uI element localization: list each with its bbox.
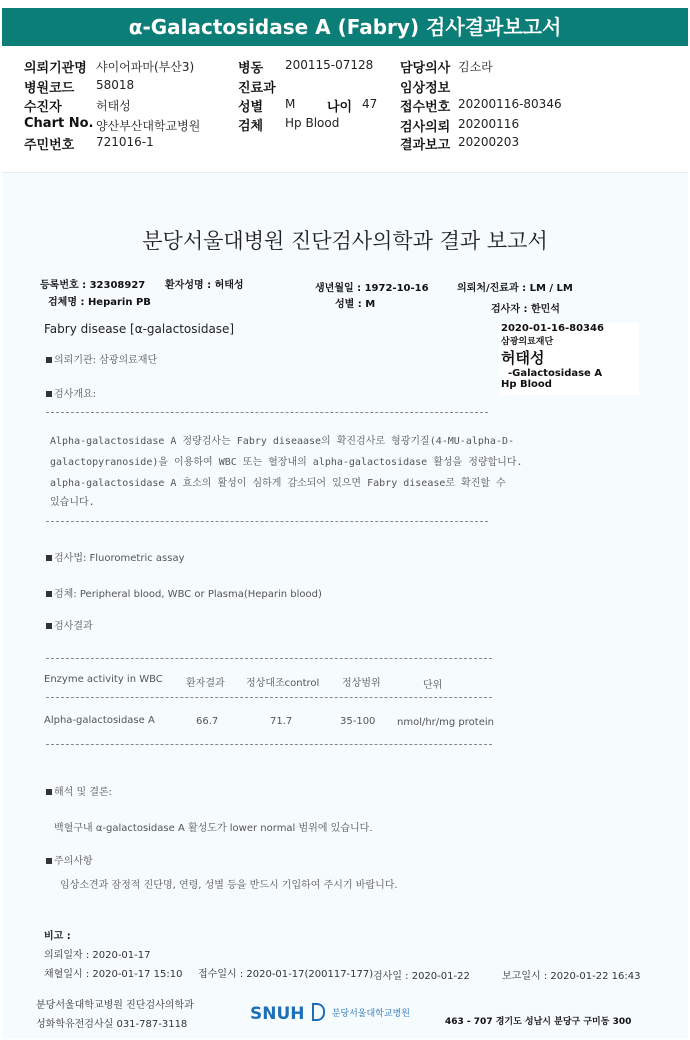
report-title-bar: α-Galactosidase A (Fabry) 검사결과보고서	[2, 8, 688, 46]
table-cell: 71.7	[270, 716, 293, 727]
table-cell: 35-100	[340, 716, 376, 727]
footer-department: 분당서울대학교병원 진단검사의학과	[36, 1000, 194, 1011]
ward-label: 병동	[238, 61, 264, 76]
specimen-name: 검체명 : Heparin PB	[48, 297, 151, 308]
hospital-code-value: 58018	[96, 78, 135, 92]
chart-no-value: 양산부산대학교병원	[96, 119, 201, 133]
doctor-value: 김소라	[458, 60, 493, 74]
hospital-name-value: 샤이어파마(부산3)	[96, 60, 195, 74]
footer-lab: 성화학유전검사실 031-787-3118	[36, 1019, 188, 1030]
table-header: 단위	[423, 680, 443, 691]
test-specimen: 검체: Peripheral blood, WBC or Plasma(Heparin blood)	[46, 585, 322, 600]
institution: 의뢰기관: 삼광의료재단	[46, 351, 157, 366]
divider	[46, 658, 492, 659]
test-request-value: 20200116	[458, 117, 520, 131]
table-header: Enzyme activity in WBC	[44, 674, 163, 685]
table-cell: Alpha-galactosidase A	[44, 715, 155, 726]
receipt-no-label: 접수번호	[400, 100, 451, 115]
request-date: 의뢰일자 : 2020-01-17	[44, 950, 151, 961]
specimen-label: 검체	[238, 119, 264, 134]
hospital-name-label: 의뢰기관명	[24, 61, 87, 76]
table-header: 정상대조control	[246, 678, 320, 689]
examiner: 검사자 : 한민석	[491, 304, 560, 315]
test-name: Fabry disease [α-galactosidase]	[44, 322, 235, 336]
patient-name: 환자성명 : 허태성	[165, 280, 244, 291]
clinical-info-label: 임상정보	[400, 81, 451, 96]
patient-label: 수진자	[24, 100, 62, 115]
snuh-logo-subtitle: 분당서울대학교병원	[331, 1009, 410, 1019]
divider	[46, 744, 492, 745]
requester-dept: 의뢰처/진료과 : LM / LM	[457, 283, 573, 294]
hospital-address: 463 - 707 경기도 성남시 분당구 구미동 300	[445, 1017, 632, 1027]
test-request-label: 검사의뢰	[400, 120, 451, 135]
overview-line: alpha-galactosidase A 효소의 활성이 심하게 감소되어 있으면 Fabry disease로 확진할 수	[50, 478, 506, 489]
report-datetime: 보고일시 : 2020-01-22 16:43	[502, 971, 641, 982]
specimen-value: Hp Blood	[285, 116, 340, 130]
report-sex: 성별 : M	[335, 299, 376, 310]
date-of-birth: 생년월일 : 1972-10-16	[315, 283, 429, 294]
department-label: 진료과	[238, 81, 276, 96]
sticker-specimen: Hp Blood	[501, 379, 552, 390]
id-number-value: 721016-1	[96, 135, 154, 149]
overview-line: galactopyranoside)을 이용하여 WBC 또는 혈장내의 alpha-galactosidase 활성을 정량합니다.	[50, 457, 523, 468]
doctor-label: 담당의사	[400, 61, 451, 76]
snuh-logo	[250, 1003, 410, 1024]
remarks: 비고 :	[44, 931, 71, 942]
divider	[46, 697, 492, 698]
test-date: 검사일 : 2020-01-22	[373, 971, 470, 982]
receipt-no-value: 20200116-80346	[458, 97, 562, 111]
overview-heading: 검사개요:	[46, 385, 96, 400]
test-method: 검사법: Fluorometric assay	[46, 549, 185, 564]
table-header: 환자결과	[186, 678, 225, 689]
result-report-label: 결과보고	[400, 138, 451, 153]
results-heading: 검사결과	[46, 617, 93, 632]
sex-label: 성별	[238, 100, 264, 115]
sticker-test: -Galactosidase A	[501, 368, 603, 379]
overview-line: Alpha-galactosidase A 정량검사는 Fabry diseaase의 확진검사로 형광기질(4-MU-alpha-D-	[50, 436, 514, 447]
snuh-logo-text: SNUH	[250, 1004, 305, 1024]
chart-no-label: Chart No.	[24, 116, 94, 131]
specimen-label-sticker	[499, 323, 639, 395]
age-value: 47	[362, 97, 378, 111]
table-cell: 66.7	[196, 716, 219, 727]
divider	[46, 412, 488, 413]
interpretation-heading: 해석 및 결론:	[46, 783, 112, 798]
hospital-code-label: 병원코드	[24, 81, 75, 96]
sticker-patient: 허태성	[501, 349, 545, 367]
patient-value: 허태성	[96, 99, 131, 113]
receipt-datetime: 접수일시 : 2020-01-17(200117-177)	[198, 969, 374, 980]
registration-number: 등록번호 : 32308927	[40, 280, 146, 291]
report-heading: 분당서울대병원 진단검사의학과 결과 보고서	[142, 229, 548, 253]
age-label: 나이	[327, 100, 353, 115]
table-cell: nmol/hr/mg protein	[397, 717, 494, 728]
divider	[46, 521, 488, 522]
table-header: 정상범위	[342, 678, 381, 689]
collection-datetime: 채혈일시 : 2020-01-17 15:10	[44, 969, 183, 980]
caution-text: 임상소견과 잠정적 진단명, 연령, 성별 등을 반드시 기입하여 주시기 바랍니다.	[60, 880, 398, 891]
scanned-report	[2, 172, 688, 1039]
overview-line: 있습니다.	[50, 497, 95, 508]
caution-heading: 주의사항	[46, 852, 93, 867]
id-number-label: 주민번호	[24, 138, 75, 153]
interpretation-text: 백혈구내 α-galactosidase A 활성도가 lower normal 범위에 있습니다.	[54, 823, 373, 834]
sticker-receipt-no: 2020-01-16-80346	[501, 323, 604, 334]
result-report-value: 20200203	[458, 135, 520, 149]
sticker-lab: 삼광의료재단	[501, 337, 554, 347]
ward-value: 200115-07128	[285, 58, 374, 72]
snuh-logo-mark-icon	[312, 1003, 325, 1021]
sex-value: M	[285, 97, 296, 111]
